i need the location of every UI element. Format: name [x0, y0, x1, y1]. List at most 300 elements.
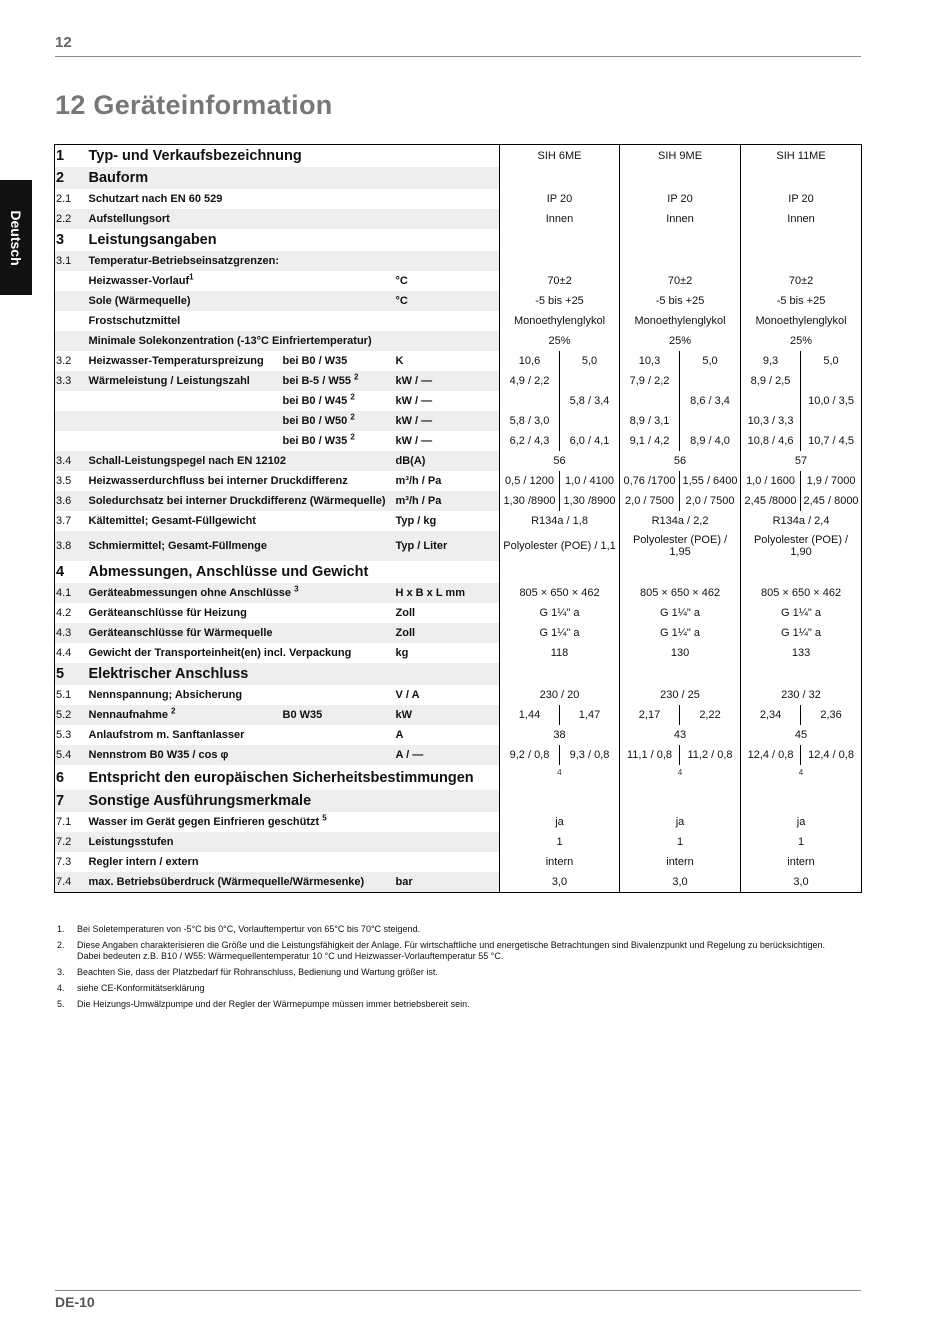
row-label: [87, 705, 281, 725]
footnote-text: siehe CE-Konformitätserklärung: [77, 983, 205, 993]
table-row: [55, 531, 862, 561]
value-cell: 4,9 / 2,2: [500, 371, 560, 391]
value-cell: G 1¼" a: [620, 603, 741, 623]
value-cell: ja: [500, 812, 620, 832]
row-number: 3.4: [55, 451, 87, 471]
table-row: [55, 167, 862, 189]
condition: bei B0 / W35: [282, 355, 348, 367]
row-label: Kältemittel; Gesamt-Füllgewicht: [88, 515, 256, 527]
value-cell: 11,2 / 0,8: [680, 745, 741, 765]
value-cell: IP 20: [500, 189, 620, 209]
row-label: Geräteanschlüsse für Heizung: [88, 607, 247, 619]
value-cell: 6,2 / 4,3: [500, 431, 560, 451]
value-cell: 133: [741, 643, 862, 663]
condition: B0 W35: [281, 705, 394, 725]
value-cell: 38: [500, 725, 620, 745]
value-cell: 10,3 / 3,3: [741, 411, 801, 431]
table-row: [55, 511, 862, 531]
value-cell: 8,9 / 2,5: [741, 371, 801, 391]
value-cell: G 1¼" a: [500, 623, 620, 643]
row-label: Entspricht den europäischen Sicherheitsbestimmungen: [88, 769, 474, 786]
footnote-ref: 3: [294, 584, 299, 594]
value-cell: 1,44: [500, 705, 560, 725]
row-label: Elektrischer Anschluss: [87, 663, 500, 685]
row-number: 3.7: [56, 515, 72, 527]
table-row: [55, 411, 862, 431]
row-number: 3.6: [55, 491, 87, 511]
value-cell: 45: [741, 725, 862, 745]
value-cell: 2,22: [680, 705, 741, 725]
value-cell: intern: [500, 852, 620, 872]
value-cell: 12,4 / 0,8: [741, 745, 801, 765]
table-row: [55, 209, 862, 229]
row-label: Soledurchsatz bei interner Druckdifferenz (Wärmequelle): [87, 491, 394, 511]
value-cell: 10,6: [500, 351, 560, 371]
value-cell: [620, 391, 680, 411]
row-label: Frostschutzmittel: [88, 315, 181, 327]
row-label: Abmessungen, Anschlüsse und Gewicht: [88, 564, 369, 580]
table-row: [55, 351, 862, 371]
row-number: 5: [55, 663, 87, 685]
footnote: [57, 983, 847, 994]
condition-text: bei B-5 / W55: [282, 375, 351, 387]
value-cell: 25%: [500, 331, 620, 351]
row-label: max. Betriebsüberdruck (Wärmequelle/Wärmesenke): [87, 872, 394, 893]
model-sih-9me: SIH 9ME: [620, 145, 741, 168]
value-cell: -5 bis +25: [500, 291, 620, 311]
value-cell: [560, 371, 620, 391]
table-row: [55, 311, 862, 331]
unit: dB(A): [394, 451, 500, 471]
table-row: [55, 663, 862, 685]
value-cell: 2,0 / 7500: [620, 491, 680, 511]
row-number: 3.3: [55, 371, 87, 391]
footnote-ref: 2: [350, 392, 355, 402]
value-cell: [560, 411, 620, 431]
unit: kW / —: [395, 395, 433, 407]
condition: [281, 431, 394, 451]
value-cell: 43: [620, 725, 741, 745]
row-label: Sonstige Ausführungsmerkmale: [87, 790, 500, 812]
value-cell: -5 bis +25: [620, 291, 741, 311]
condition-text: bei B0 / W35: [282, 435, 348, 447]
row-number: 5.3: [56, 729, 72, 741]
value-cell: 56: [500, 451, 620, 471]
footnote: [57, 924, 847, 935]
page-title: 12 Geräteinformation: [55, 90, 333, 120]
unit: kW / —: [394, 411, 500, 431]
table-row: [55, 832, 862, 852]
unit: bar: [394, 872, 500, 893]
value-cell: 70±2: [741, 271, 862, 291]
table-row: [55, 431, 862, 451]
row-label-text: Wasser im Gerät gegen Einfrieren geschützt: [88, 816, 320, 828]
value-cell: 12,4 / 0,8: [801, 745, 862, 765]
value-cell: 56: [620, 451, 741, 471]
row-label: Temperatur-Betriebseinsatzgrenzen:: [87, 251, 500, 271]
footnote: [57, 999, 847, 1010]
unit: °C: [394, 291, 500, 311]
table-row: [55, 451, 862, 471]
value-cell: Polyolester (POE) / 1,90: [741, 531, 862, 561]
value-cell: ja: [620, 812, 741, 832]
row-label: Heizwasser-Temperaturspreizung: [88, 355, 264, 367]
row-label-text: Geräteabmessungen ohne Anschlüsse: [88, 587, 292, 599]
row-label: [87, 391, 281, 411]
row-number: 5.2: [55, 705, 87, 725]
table-row: [55, 471, 862, 491]
unit: Zoll: [395, 607, 416, 619]
value-cell: G 1¼" a: [620, 623, 741, 643]
footnote: [57, 940, 847, 962]
table-row: [55, 643, 862, 663]
footnote: [57, 967, 847, 978]
value-cell: 8,9 / 3,1: [620, 411, 680, 431]
row-number: 2.2: [55, 209, 87, 229]
value-cell: 805 × 650 × 462: [620, 583, 741, 603]
table-row: [55, 331, 862, 351]
row-label: Wärmeleistung / Leistungszahl: [87, 371, 281, 391]
value-cell: G 1¼" a: [500, 603, 620, 623]
value-cell: 1: [500, 832, 620, 852]
footer-page-code: DE-10: [55, 1294, 95, 1310]
table-row: [55, 371, 862, 391]
condition: [281, 391, 394, 411]
value-cell: 10,3: [620, 351, 680, 371]
value-cell: 25%: [741, 331, 862, 351]
row-number: 5.1: [56, 689, 72, 701]
row-number: 7: [55, 790, 87, 812]
value-cell: intern: [741, 852, 862, 872]
row-number: 7.1: [56, 816, 72, 828]
row-label: Regler intern / extern: [88, 856, 199, 868]
value-cell: [741, 391, 801, 411]
value-cell: 8,6 / 3,4: [680, 391, 741, 411]
value-cell: IP 20: [741, 189, 862, 209]
row-number: 2: [55, 167, 87, 189]
row-number: 3: [56, 232, 65, 248]
value-cell: 1,30 /8900: [560, 491, 620, 511]
footnote-number: 4.: [57, 983, 65, 993]
row-number: 4.2: [56, 607, 72, 619]
row-number: [55, 431, 87, 451]
row-number: 5.4: [55, 745, 87, 765]
row-label: [87, 812, 500, 832]
value-cell: 805 × 650 × 462: [500, 583, 620, 603]
row-number: [55, 331, 87, 351]
row-number: 1: [56, 148, 65, 164]
footnote-ref: 2: [354, 372, 359, 382]
value-cell: 5,8 / 3,4: [560, 391, 620, 411]
value-cell: [620, 663, 741, 685]
value-cell: [620, 229, 741, 251]
value-cell: [500, 229, 620, 251]
value-cell: 3,0: [741, 872, 862, 893]
value-cell: [620, 251, 741, 271]
row-number: 6: [56, 769, 65, 786]
value-cell: 1,55 / 6400: [680, 471, 741, 491]
footnote-number: 3.: [57, 967, 65, 977]
value-cell: -5 bis +25: [741, 291, 862, 311]
row-number: 3.8: [55, 531, 87, 561]
row-number: 3.2: [56, 355, 72, 367]
unit: kW: [394, 705, 500, 725]
row-label: [87, 271, 394, 291]
table-row: [55, 790, 862, 812]
header-rule: [55, 56, 861, 57]
table-row: [55, 852, 862, 872]
value-cell: 118: [500, 643, 620, 663]
unit: °C: [395, 275, 408, 287]
row-label: Bauform: [87, 167, 500, 189]
value-cell: [680, 411, 741, 431]
value-cell: 5,0: [680, 351, 741, 371]
table-row: [55, 561, 862, 583]
value-cell: [500, 391, 560, 411]
row-number: 3.1: [55, 251, 87, 271]
unit: kg: [395, 647, 409, 659]
row-number: 4.3: [55, 623, 87, 643]
value-cell: 57: [741, 451, 862, 471]
footnote-ref: 4: [620, 765, 741, 790]
value-cell: 2,17: [620, 705, 680, 725]
footnote-number: 5.: [57, 999, 65, 1009]
table-row: [55, 623, 862, 643]
row-label: Leistungsstufen: [87, 832, 500, 852]
value-cell: [741, 561, 862, 583]
footnote-ref: 1: [189, 272, 194, 282]
value-cell: R134a / 2,4: [741, 511, 862, 531]
row-label: Anlaufstrom m. Sanftanlasser: [88, 729, 245, 741]
unit: V / A: [395, 689, 420, 701]
row-label: Geräteanschlüsse für Wärmequelle: [87, 623, 394, 643]
language-tab[interactable]: [0, 180, 32, 295]
value-cell: 5,0: [801, 351, 862, 371]
unit: K: [395, 355, 404, 367]
table-row: [55, 291, 862, 311]
row-label: Minimale Solekonzentration (-13°C Einfriertemperatur): [87, 331, 500, 351]
page-number: 12: [55, 34, 72, 51]
row-label: Aufstellungsort: [87, 209, 500, 229]
value-cell: 70±2: [620, 271, 741, 291]
value-cell: 11,1 / 0,8: [620, 745, 680, 765]
value-cell: IP 20: [620, 189, 741, 209]
row-number: [55, 391, 87, 411]
value-cell: [620, 167, 741, 189]
value-cell: Monoethylenglykol: [741, 311, 862, 331]
value-cell: [620, 561, 741, 583]
table-row: [55, 229, 862, 251]
value-cell: 1,0 / 1600: [741, 471, 801, 491]
row-label: [87, 411, 281, 431]
value-cell: 2,34: [741, 705, 801, 725]
row-label-text: Nennaufnahme: [88, 709, 168, 721]
row-label: Schmiermittel; Gesamt-Füllmenge: [87, 531, 394, 561]
model-sih-11me: SIH 11ME: [741, 145, 862, 168]
value-cell: Innen: [500, 209, 620, 229]
value-cell: intern: [620, 852, 741, 872]
value-cell: 3,0: [620, 872, 741, 893]
value-cell: [500, 663, 620, 685]
value-cell: 10,0 / 3,5: [801, 391, 862, 411]
row-number: [55, 411, 87, 431]
value-cell: 9,3: [741, 351, 801, 371]
value-cell: [741, 663, 862, 685]
value-cell: [801, 371, 862, 391]
row-label: Sole (Wärmequelle): [87, 291, 394, 311]
footnote-number: 1.: [57, 924, 65, 934]
value-cell: 10,7 / 4,5: [801, 431, 862, 451]
value-cell: 70±2: [500, 271, 620, 291]
row-label: [87, 431, 281, 451]
row-number: [55, 291, 87, 311]
value-cell: [741, 229, 862, 251]
unit: A / —: [394, 745, 500, 765]
value-cell: Monoethylenglykol: [620, 311, 741, 331]
value-cell: G 1¼" a: [741, 603, 862, 623]
footnote-text: Diese Angaben charakterisieren die Größe und die Leistungsfähigkeit der Anlage. Für wirtschaftliche und energetische Betrachtungen sind Bivalenzpunkt und Regelung zu berücksichtigen. Dabei bedeuten z.B. B10 / W55: Wärmequellentemperatur 10 °C und Heizwasser-Vorlauftemperatur 55 °C.: [77, 940, 825, 961]
unit: Typ / kg: [395, 515, 437, 527]
unit: Zoll: [394, 623, 500, 643]
row-label: Nennspannung; Absicherung: [88, 689, 243, 701]
footnote-text: Beachten Sie, dass der Platzbedarf für Rohranschluss, Bedienung und Wartung größer ist.: [77, 967, 438, 977]
value-cell: 130: [620, 643, 741, 663]
value-cell: 1,0 / 4100: [560, 471, 620, 491]
row-number: 7.4: [55, 872, 87, 893]
value-cell: 230 / 32: [741, 685, 862, 705]
value-cell: 1: [741, 832, 862, 852]
value-cell: 805 × 650 × 462: [741, 583, 862, 603]
table-row: [55, 583, 862, 603]
value-cell: 10,8 / 4,6: [741, 431, 801, 451]
spec-table: [54, 144, 862, 893]
value-cell: 9,3 / 0,8: [560, 745, 620, 765]
value-cell: [620, 790, 741, 812]
value-cell: 1: [620, 832, 741, 852]
row-label: Schall-Leistungspegel nach EN 12102: [87, 451, 394, 471]
value-cell: Monoethylenglykol: [500, 311, 620, 331]
unit: A: [395, 729, 404, 741]
footnote-ref: 5: [322, 813, 327, 823]
row-number: 4: [56, 564, 65, 580]
row-label: Nennstrom B0 W35 / cos φ: [87, 745, 394, 765]
table-row: [55, 603, 862, 623]
value-cell: [500, 167, 620, 189]
table-row: [55, 271, 862, 291]
row-label: [87, 583, 394, 603]
value-cell: R134a / 1,8: [500, 511, 620, 531]
table-row: [55, 145, 862, 168]
condition-text: bei B0 / W45: [282, 395, 348, 407]
unit: m³/h / Pa: [394, 491, 500, 511]
table-row: [55, 189, 862, 209]
value-cell: Innen: [741, 209, 862, 229]
footnote-ref: 4: [500, 765, 620, 790]
value-cell: [680, 371, 741, 391]
table-row: [55, 725, 862, 745]
table-row: [55, 705, 862, 725]
value-cell: [500, 561, 620, 583]
table-row: [55, 872, 862, 893]
value-cell: 1,47: [560, 705, 620, 725]
row-label: Gewicht der Transporteinheit(en) incl. Verpackung: [88, 647, 352, 659]
condition-text: bei B0 / W50: [282, 415, 348, 427]
unit: m³/h / Pa: [395, 475, 442, 487]
value-cell: 230 / 25: [620, 685, 741, 705]
table-row: [55, 685, 862, 705]
footnote-text: Die Heizungs-Umwälzpumpe und der Regler der Wärmepumpe müssen immer betriebsbereit sein.: [77, 999, 470, 1009]
value-cell: 2,45 / 8000: [801, 491, 862, 511]
footnote-text: Bei Soletemperaturen von -5°C bis 0°C, Vorlauftempertur von 65°C bis 70°C steigend.: [77, 924, 421, 934]
value-cell: 2,45 /8000: [741, 491, 801, 511]
value-cell: [741, 790, 862, 812]
row-number: 3.5: [56, 475, 72, 487]
unit: kW / —: [394, 371, 500, 391]
value-cell: Innen: [620, 209, 741, 229]
value-cell: 2,0 / 7500: [680, 491, 741, 511]
model-sih-6me: SIH 6ME: [500, 145, 620, 168]
row-number: 7.2: [55, 832, 87, 852]
footnote-ref: 2: [171, 706, 176, 716]
language-tab-label: Deutsch: [8, 209, 24, 266]
value-cell: 5,0: [560, 351, 620, 371]
value-cell: 2,36: [801, 705, 862, 725]
value-cell: Polyolester (POE) / 1,1: [500, 531, 620, 561]
value-cell: ja: [741, 812, 862, 832]
footnote-ref: 2: [350, 412, 355, 422]
footer-rule: [55, 1290, 861, 1291]
value-cell: [500, 251, 620, 271]
row-label: Heizwasserdurchfluss bei interner Druckdifferenz: [88, 475, 348, 487]
value-cell: 6,0 / 4,1: [560, 431, 620, 451]
row-number: [55, 271, 87, 291]
table-row: [55, 251, 862, 271]
table-row: [55, 391, 862, 411]
table-row: [55, 491, 862, 511]
value-cell: 3,0: [500, 872, 620, 893]
value-cell: [500, 790, 620, 812]
row-number: [55, 311, 87, 331]
row-label: Schutzart nach EN 60 529: [88, 193, 223, 205]
value-cell: 8,9 / 4,0: [680, 431, 741, 451]
value-cell: 9,1 / 4,2: [620, 431, 680, 451]
value-cell: 25%: [620, 331, 741, 351]
row-label: Typ- und Verkaufsbezeichnung: [88, 148, 302, 164]
condition: [281, 371, 394, 391]
value-cell: 1,9 / 7000: [801, 471, 862, 491]
value-cell: [741, 167, 862, 189]
value-cell: 230 / 20: [500, 685, 620, 705]
value-cell: 9,2 / 0,8: [500, 745, 560, 765]
footnotes: [57, 924, 847, 1015]
value-cell: 0,5 / 1200: [500, 471, 560, 491]
value-cell: G 1¼" a: [741, 623, 862, 643]
unit: kW / —: [395, 435, 433, 447]
condition: [281, 411, 394, 431]
row-label-text: Heizwasser-Vorlauf: [88, 275, 190, 287]
row-number: 4.4: [56, 647, 72, 659]
footnote-ref: 2: [350, 432, 355, 442]
row-number: 7.3: [56, 856, 72, 868]
value-cell: 7,9 / 2,2: [620, 371, 680, 391]
row-label: Leistungsangaben: [88, 232, 217, 248]
value-cell: 0,76 /1700: [620, 471, 680, 491]
table-row: [55, 745, 862, 765]
table-row: [55, 812, 862, 832]
footnote-ref: 4: [741, 765, 862, 790]
value-cell: R134a / 2,2: [620, 511, 741, 531]
value-cell: 5,8 / 3,0: [500, 411, 560, 431]
